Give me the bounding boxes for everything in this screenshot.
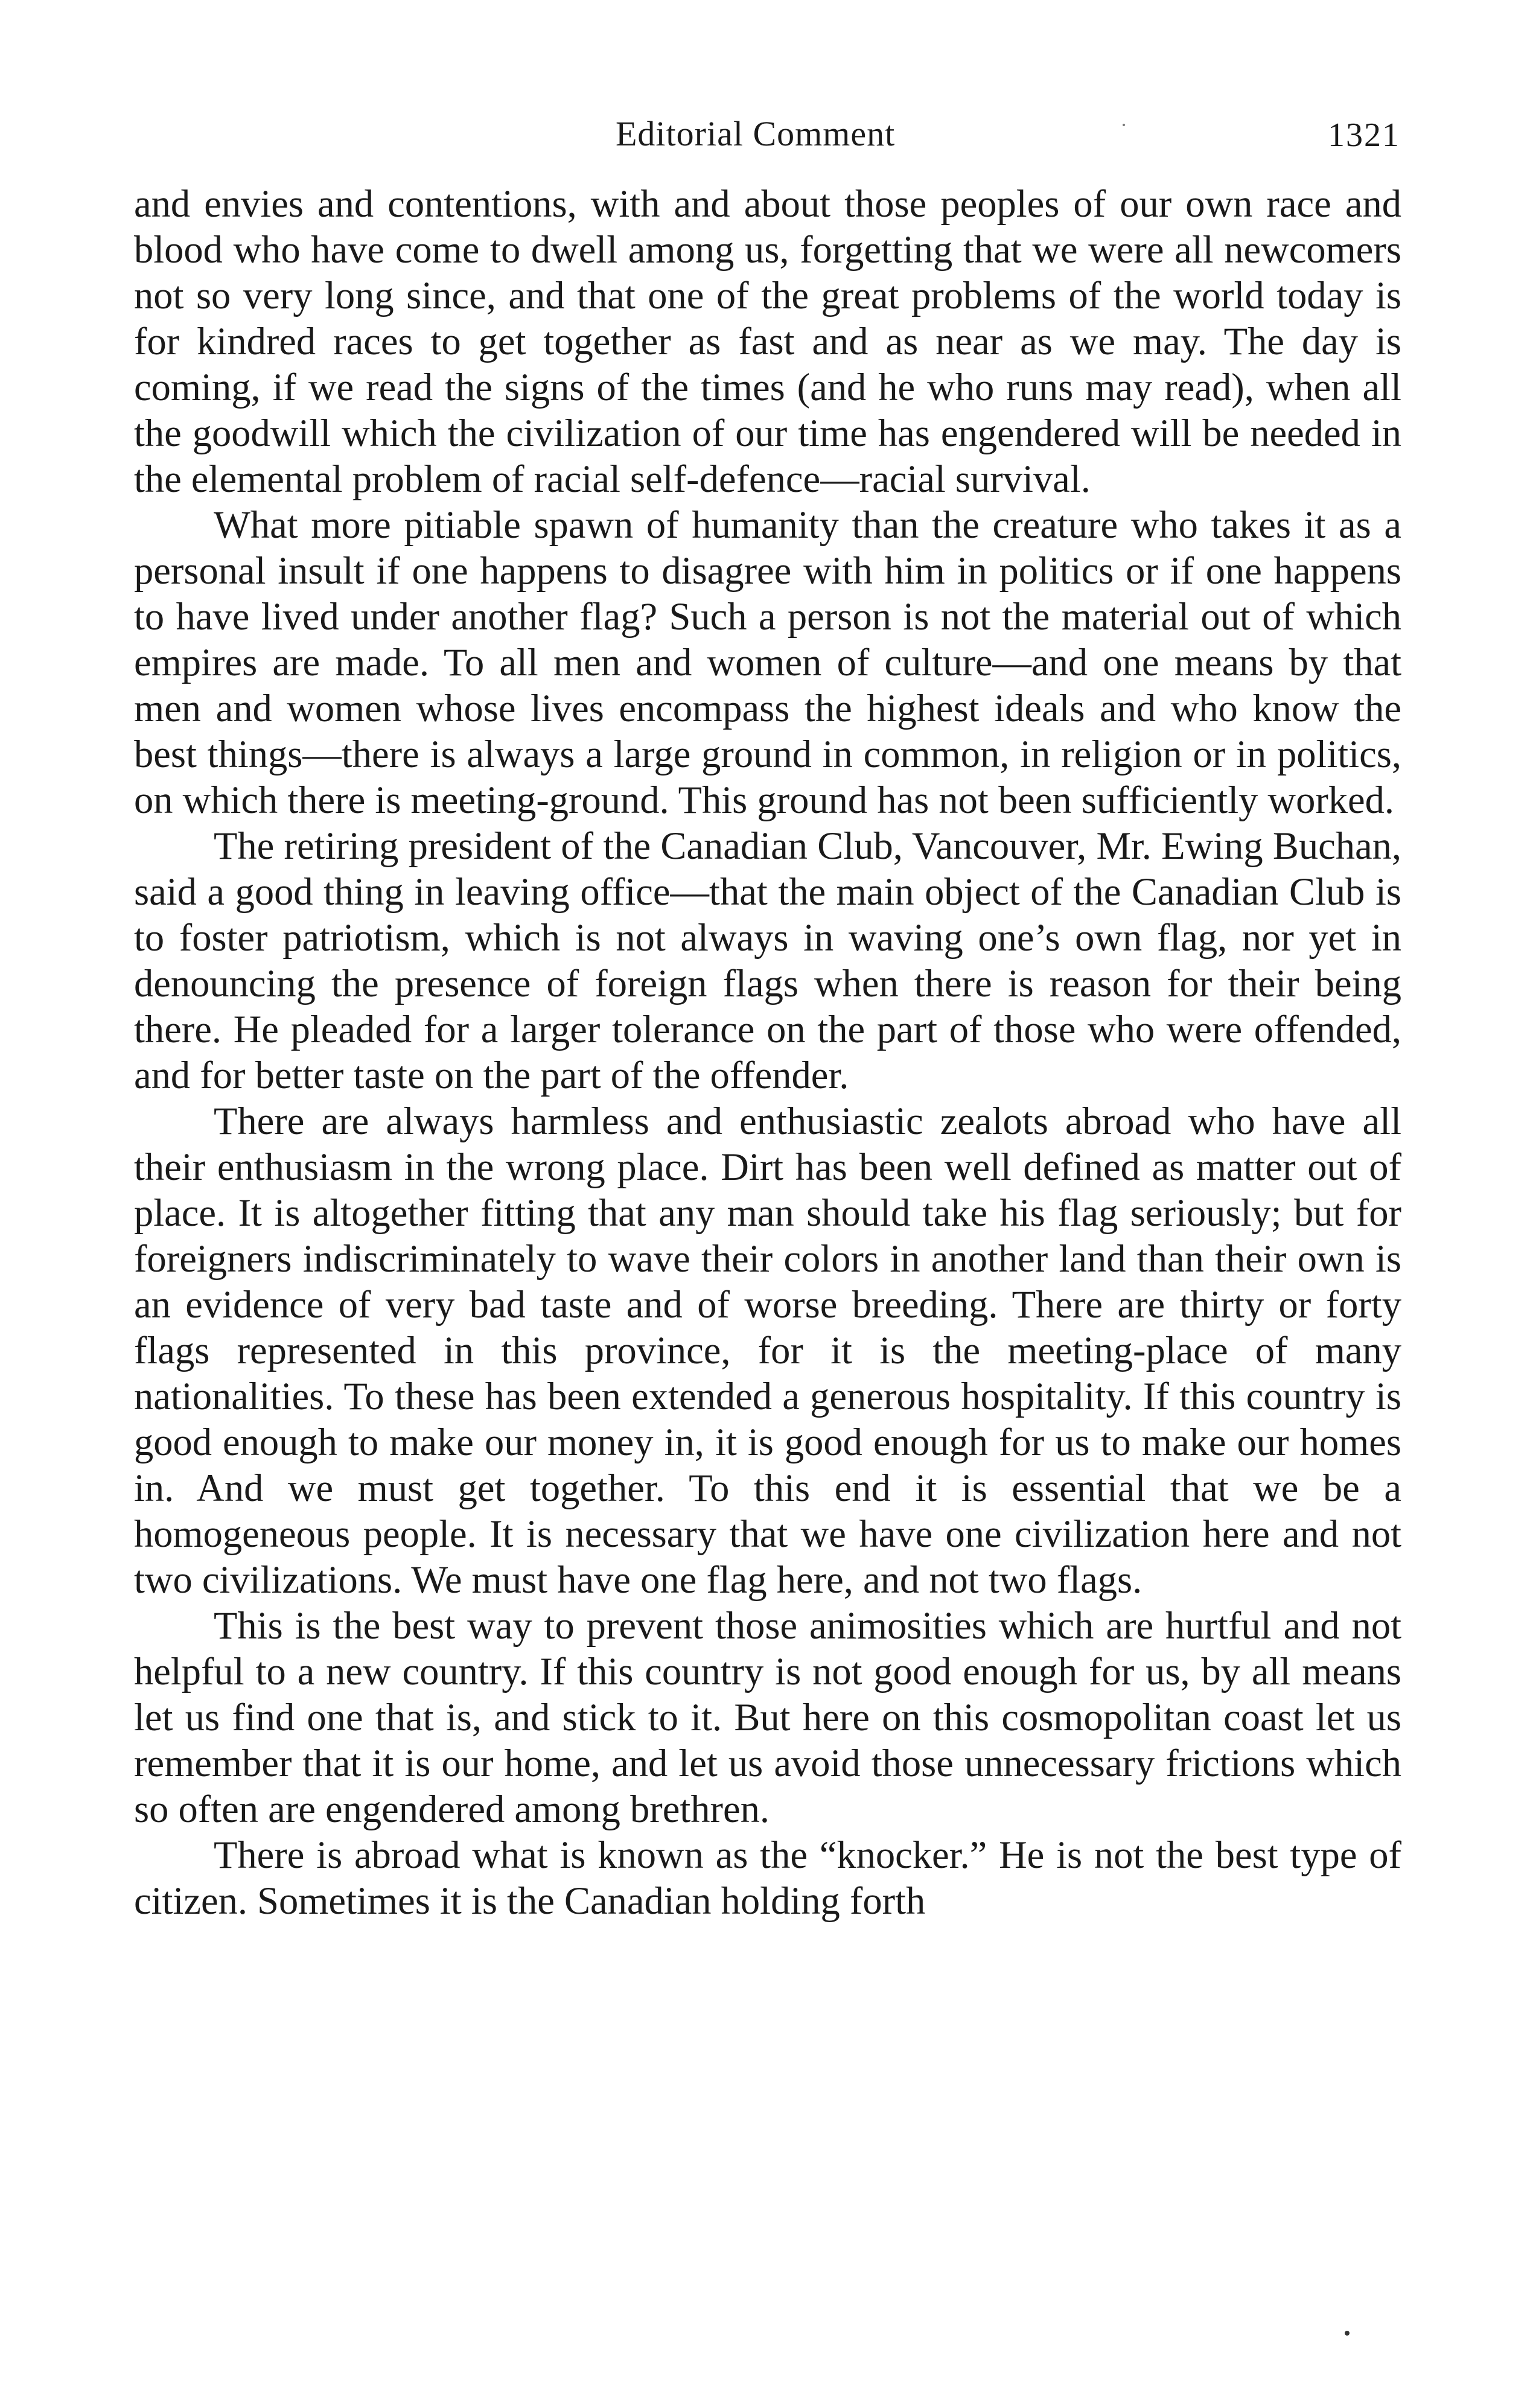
paragraph: There is abroad what is known as the “knocker.” He is not the best type of citizen. Sometimes it is the Canadian holding forth [134,1833,1401,1922]
running-head [0,109,1533,157]
page-number: 1321 [1328,116,1400,154]
paragraph: What more pitiable spawn of humanity than the creature who takes it as a personal insult if one happens to disagree with him in politics or if one happens to have lived under another flag? Such a person is not the material out of which empires are made. To all men and women of culture—and one means by that men and women whose lives encompass the highest ideals and who know the best things—there is always a large ground in common, in religion or in politics, on which there is meeting-ground. This ground has not been sufficiently worked. [134,503,1401,821]
running-head-title: Editorial Comment [616,114,896,153]
paragraph: There are always harmless and enthusiastic zealots abroad who have all their enthusiasm in the wrong place. Dirt has been well defined as matter out of place. It is altogether fitting that any man should take his flag seriously; but for foreigners indiscriminately to wave their colors in another land than their own is an evidence of very bad taste and of worse breeding. There are thirty or forty flags represented in this province, for it is the meeting-place of many nationalities. To these has been extended a generous hospitality. If this country is good enough to make our money in, it is good enough for us to make our homes in. And we must get together. To this end it is essential that we be a homogeneous people. It is necessary that we have one civilization here and not two civilizations. We must have one flag here, and not two flags. [134,1100,1401,1601]
paragraph: This is the best way to prevent those animosities which are hurtful and not helpful to a new country. If this country is not good enough for us, by all means let us find one that is, and stick to it. But here on this cosmopolitan coast let us remember that it is our home, and let us avoid those unnecessary frictions which so often are engendered among brethren. [134,1604,1401,1830]
paragraph: The retiring president of the Canadian Club, Vancouver, Mr. Ewing Buchan, said a good thing in leaving office—that the main object of the Canadian Club is to foster patriotism, which is not always in waving one’s own flag, nor yet in denouncing the presence of foreign flags when there is reason for their being there. He pleaded for a larger tolerance on the part of those who were offended, and for better taste on the part of the offender. [134,824,1401,1097]
paragraph-continued: and envies and contentions, with and about those peoples of our own race and blood who have come to dwell among us, forgetting that we were all newcomers not so very long since, and that one of the great problems of the world today is for kindred races to get together as fast and as near as we may. The day is coming, if we read the signs of the times (and he who runs may read), when all the goodwill which the civilization of our time has engendered will be needed in the elemental problem of racial self-defence—racial survival. [134,182,1401,500]
article-body [134,181,1401,1924]
print-speck [1345,2331,1350,2336]
print-speck [1123,124,1125,126]
